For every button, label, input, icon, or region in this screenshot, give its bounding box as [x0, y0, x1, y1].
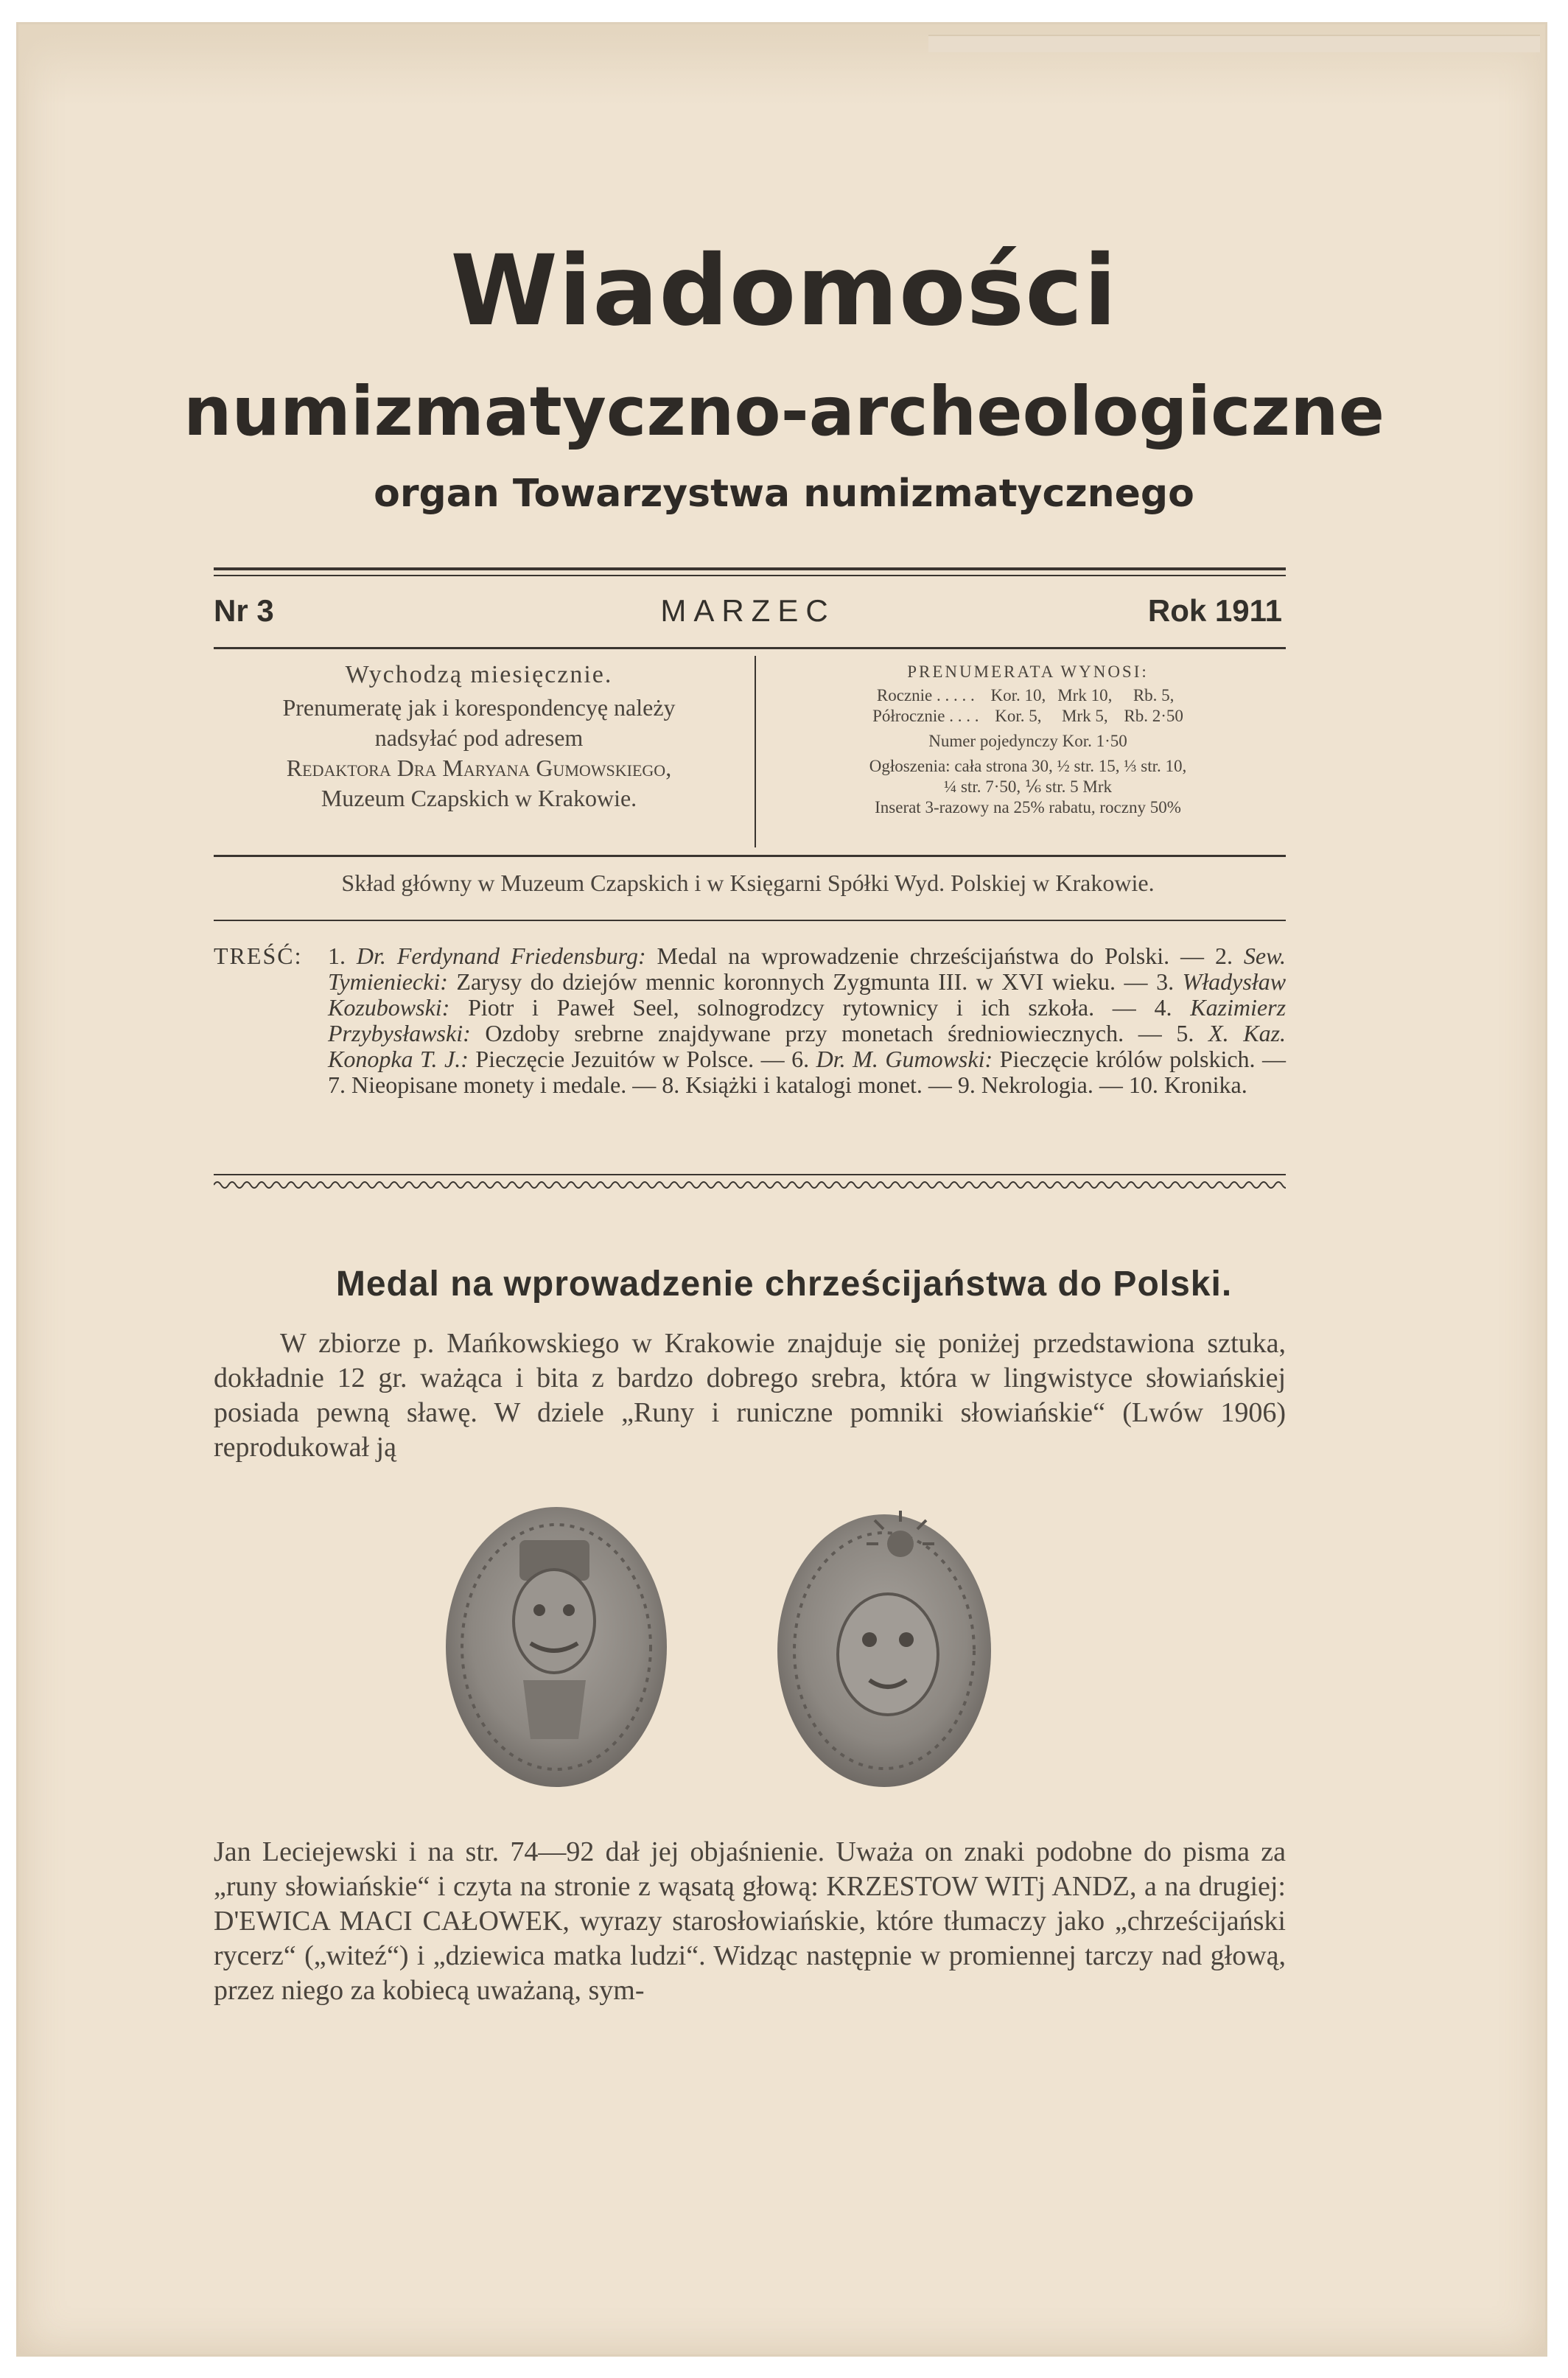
- masthead-subtitle: numizmatyczno-archeologiczne: [183, 372, 1385, 451]
- rb-cell: Rb. 5,: [1133, 686, 1175, 704]
- subscription-box: [770, 662, 1286, 818]
- table-of-contents: [214, 943, 1286, 1098]
- editor-address: Muzeum Czapskich w Krakowie.: [321, 785, 637, 811]
- contents-author: Władysław Kozubowski:: [328, 968, 1287, 1021]
- table-row: [867, 706, 1189, 727]
- masthead-organ: organ Towarzystwa numizmatycznego: [374, 472, 1194, 516]
- rule-top-thin: [214, 575, 1286, 576]
- issue-number: Nr 3: [214, 593, 274, 628]
- contents-author: Sew. Tymieniecki:: [328, 943, 1287, 995]
- rule-top-thick: [214, 567, 1286, 570]
- contents-item: 7. Nieopisane monety i medale. —: [328, 1071, 657, 1098]
- contents-item-number: 6.: [791, 1046, 810, 1072]
- contents-title: Piotr i Paweł Seel, solnogrodzcy rytownicy i ich szkoła. —: [468, 994, 1136, 1021]
- kor-cell: Kor. 10,: [990, 686, 1046, 704]
- column-divider: [755, 656, 756, 847]
- masthead-title: Wiadomości: [450, 234, 1118, 348]
- editor-name: Redaktora Dra Maryana Gumowskiego,: [286, 755, 672, 781]
- address-intro: nadsyłać pod adresem: [374, 724, 584, 751]
- article-heading: Medal na wprowadzenie chrześcijaństwa do Polski.: [335, 1265, 1233, 1304]
- single-issue-price: Numer pojedynczy Kor. 1·50: [928, 732, 1127, 750]
- contents-author: Dr. M. Gumowski:: [816, 1046, 993, 1072]
- table-row: [867, 685, 1189, 706]
- ads-prices-cont: ¼ str. 7·50, ⅙ str. 5 Mrk: [943, 777, 1113, 796]
- contents-item-number: 5.: [1176, 1020, 1194, 1046]
- kor-cell: Kor. 5,: [995, 707, 1042, 725]
- contents-label: TREŚĆ:: [214, 943, 303, 969]
- contents-item: 10. Kronika.: [1128, 1071, 1247, 1098]
- issue-year: Rok 1911: [1147, 593, 1282, 628]
- coin-reverse: [777, 1511, 991, 1787]
- subscription-heading: PRENUMERATA WYNOSI:: [907, 662, 1149, 681]
- rb-cell: Rb. 2·50: [1124, 707, 1183, 725]
- period-cell: Rocznie . . . . .: [876, 686, 975, 704]
- mrk-cell: Mrk 5,: [1061, 707, 1108, 725]
- contents-title: Pieczęcie Jezuitów w Polsce. —: [475, 1046, 785, 1072]
- contents-author: X. Kaz. Konopka T. J.:: [328, 1020, 1287, 1072]
- mrk-cell: Mrk 10,: [1057, 686, 1113, 704]
- article-paragraph: W zbiorze p. Mańkowskiego w Krakowie znajduje się poniżej przedstawiona sztuka, dokładnie 12 gr. ważąca i bita z bardzo dobrego srebra, która w lingwistyce słowiańskiej posiada pewną sławę. W dziele „Runy i runiczne pomniki słowiańskie“ (Lwów 1906) reprodukował ją: [214, 1328, 1286, 1463]
- publication-info: [214, 660, 744, 814]
- contents-author: Dr. Ferdynand Friedensburg:: [356, 943, 646, 969]
- contents-title: Zarysy do dziejów mennic koronnych Zygmunta III. w XVI wieku. —: [456, 968, 1148, 995]
- contents-item-number: 4.: [1154, 994, 1172, 1021]
- contents-body: [328, 943, 1286, 1098]
- coin-illustration: [442, 1496, 1105, 1805]
- contents-title: Ozdoby srebrne znajdywane przy monetach średniowiecznych. —: [485, 1020, 1162, 1046]
- contents-title: Pieczęcie królów polskich. —: [999, 1046, 1287, 1072]
- issue-month: MARZEC: [660, 593, 836, 628]
- contents-item-number: 2.: [1214, 943, 1233, 969]
- contents-item: 8. Książki i katalogi monet. —: [662, 1071, 952, 1098]
- frequency-note: Wychodzą miesięcznie.: [345, 661, 613, 688]
- correspondence-line: Prenumeratę jak i korespondencyę należy: [282, 694, 676, 721]
- coin-obverse: [446, 1507, 667, 1787]
- contents-author: Kazimierz Przybysławski:: [328, 994, 1287, 1046]
- ornamental-rule: [214, 1173, 1286, 1191]
- issue-bar: [214, 593, 1282, 637]
- insert-discount: Inserat 3-razowy na 25% rabatu, roczny 50%: [875, 798, 1181, 816]
- contents-item-number: 1.: [328, 943, 346, 969]
- contents-item-number: 3.: [1156, 968, 1175, 995]
- period-cell: Półrocznie . . . .: [872, 707, 979, 725]
- rule-below-issue: [214, 647, 1286, 649]
- subscription-table: [867, 685, 1189, 727]
- rule-above-contents: [214, 920, 1286, 921]
- wavy-line: [214, 1182, 1286, 1188]
- contents-item: 9. Nekrologia. —: [957, 1071, 1123, 1098]
- article-paragraph: Jan Leciejewski i na str. 74—92 dał jej objaśnienie. Uważa on znaki podobne do pisma za „runy słowiańskie“ i czyta na stronie z wąsatą głową: KRZESTOW WITj ANDZ, a na drugiej: D'EWICA MACI CAŁOWEK, wyrazy starosłowiańskie, które tłumaczy jako „chrześcijański rycerz“ („witeź“) i „dziewica matka ludzi“. Widząc następnie w promiennej tarczy nad głową, przez niego za kobiecą uważaną, sym-: [214, 1836, 1286, 2006]
- ads-prices: Ogłoszenia: cała strona 30, ½ str. 15, ⅓ str. 10,: [869, 757, 1187, 775]
- contents-title: Medal na wprowadzenie chrześcijaństwa do Polski. —: [657, 943, 1205, 969]
- rule-below-info: [214, 855, 1286, 857]
- distribution-note: Skład główny w Muzeum Czapskich i w Księgarni Spółki Wyd. Polskiej w Krakowie.: [341, 870, 1155, 896]
